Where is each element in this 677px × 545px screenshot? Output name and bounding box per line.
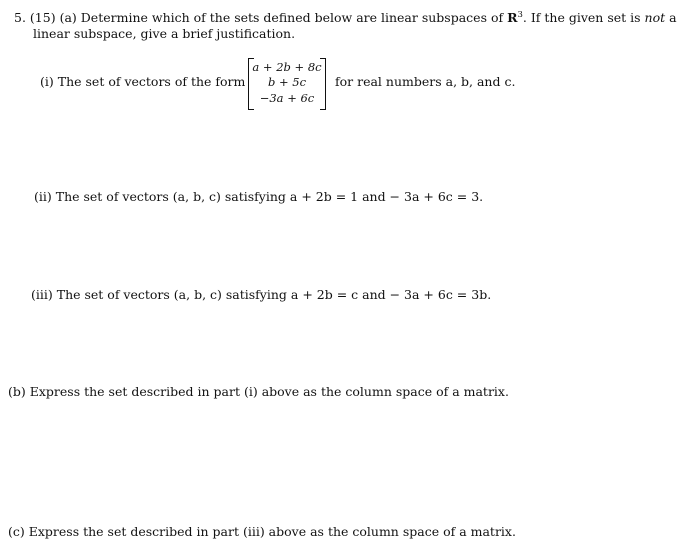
field-symbol: R: [507, 10, 518, 25]
not-word: not: [644, 10, 666, 25]
matrix-row-3: −3a + 6c: [259, 91, 315, 105]
item-i-label: (i): [40, 74, 54, 89]
field-exponent: 3: [517, 10, 523, 20]
matrix-row-1: a + 2b + 8c: [252, 60, 322, 74]
part-b-text: Express the set described in part (i) above as the column space of a matrix.: [29, 384, 509, 399]
item-ii-label: (ii): [34, 189, 52, 204]
vector-matrix: [248, 58, 326, 108]
part-c-label: (c): [8, 524, 25, 539]
item-i-prefix-text: The set of vectors of the form: [57, 74, 246, 89]
part-c: [8, 526, 516, 539]
problem-header: [14, 12, 677, 25]
part-b-label: (b): [8, 384, 26, 399]
item-i-suffix: for real numbers a, b, and c.: [335, 74, 516, 89]
part-c-text: Express the set described in part (iii) above as the column space of a matrix.: [28, 524, 516, 539]
problem-points: (15): [29, 10, 56, 25]
part-a-text-2: . If the given set is: [522, 10, 641, 25]
part-a-label: (a): [59, 10, 77, 25]
article-a: a: [669, 10, 677, 25]
matrix-row-2: b + 5c: [267, 75, 307, 89]
item-iii: [31, 289, 491, 302]
part-b: [8, 386, 509, 399]
item-ii: [34, 191, 483, 204]
item-ii-text: The set of vectors (a, b, c) satisfying a + 2b = 1 and − 3a + 6c = 3.: [55, 189, 484, 204]
item-i-prefix: [40, 76, 245, 89]
problem-number: 5.: [14, 10, 26, 25]
part-a-text-1: Determine which of the sets defined below are linear subspaces of: [80, 10, 504, 25]
part-a-line-2: linear subspace, give a brief justification.: [33, 26, 296, 41]
item-iii-text: The set of vectors (a, b, c) satisfying a + 2b = c and − 3a + 6c = 3b.: [56, 287, 492, 302]
item-iii-label: (iii): [31, 287, 53, 302]
